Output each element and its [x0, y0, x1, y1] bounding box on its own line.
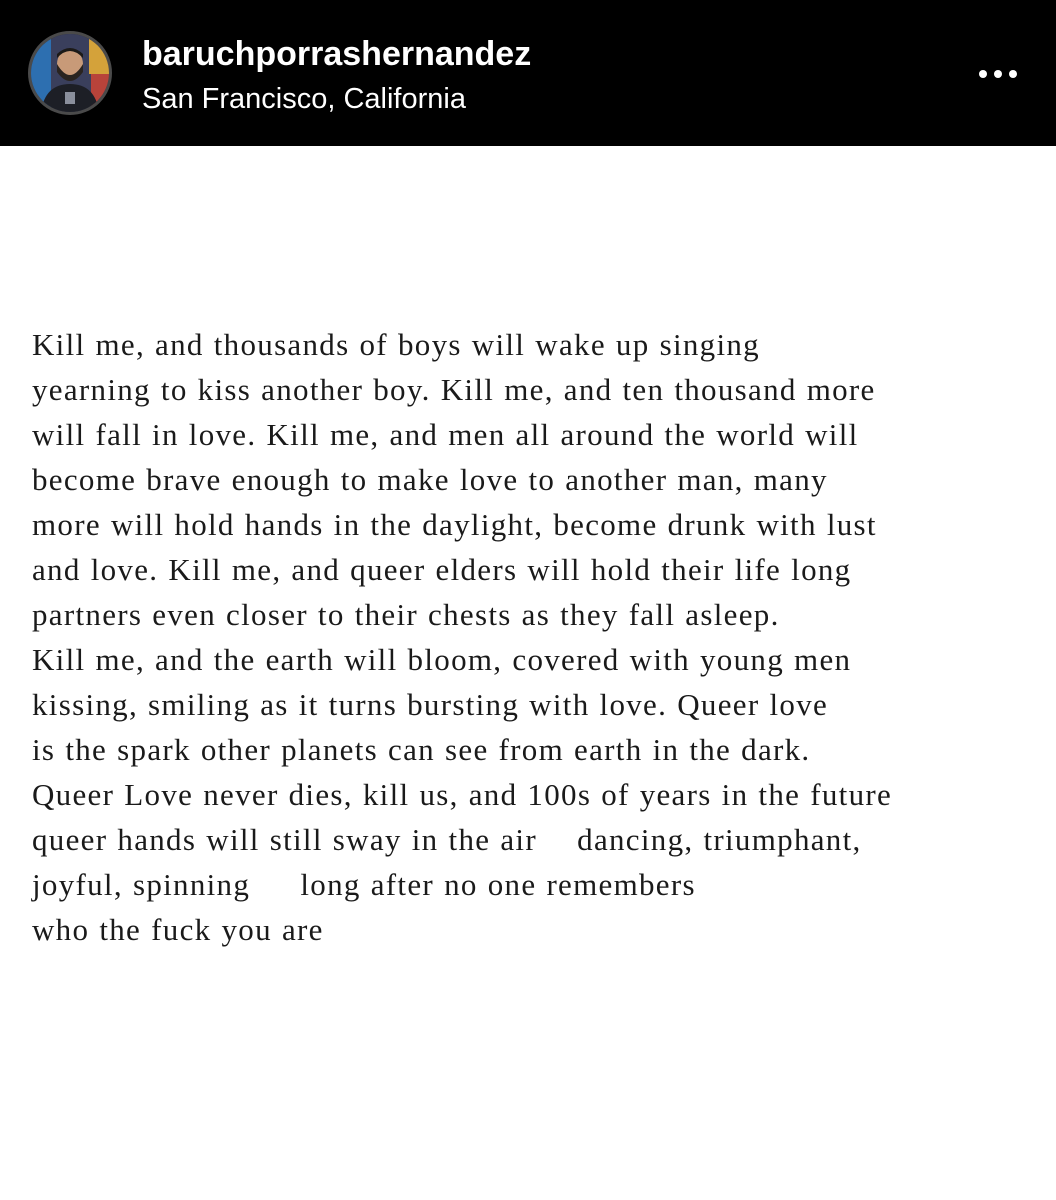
poem-line: become brave enough to make love to another man, many: [32, 462, 828, 497]
poem-line: and love. Kill me, and queer elders will hold their life long: [32, 552, 852, 587]
poem-line: joyful, spinning long after no one remembers: [32, 867, 696, 902]
profile-avatar-icon: [31, 34, 109, 112]
more-horizontal-icon: [1009, 70, 1017, 78]
poem-line: Queer Love never dies, kill us, and 100s of years in the future: [32, 777, 893, 812]
more-options-button[interactable]: [966, 54, 1030, 94]
poem-line: yearning to kiss another boy. Kill me, and ten thousand more: [32, 372, 876, 407]
poem-line: will fall in love. Kill me, and men all around the world will: [32, 417, 859, 452]
username[interactable]: baruchporrashernandez: [142, 35, 532, 73]
poem-line: kissing, smiling as it turns bursting with love. Queer love: [32, 687, 829, 722]
poem-line: more will hold hands in the daylight, become drunk with lust: [32, 507, 877, 542]
poem-line: is the spark other planets can see from earth in the dark.: [32, 732, 811, 767]
more-horizontal-icon: [979, 70, 987, 78]
more-horizontal-icon: [994, 70, 1002, 78]
poem-line: Kill me, and the earth will bloom, covered with young men: [32, 642, 852, 677]
poem-line: queer hands will still sway in the air dancing, triumphant,: [32, 822, 862, 857]
poem-line: who the fuck you are: [32, 912, 324, 947]
poem-text: [32, 322, 1042, 952]
location[interactable]: San Francisco, California: [142, 83, 466, 115]
poem-line: partners even closer to their chests as they fall asleep.: [32, 597, 780, 632]
avatar[interactable]: [28, 31, 112, 115]
post-header: [0, 0, 1056, 146]
poem-line: Kill me, and thousands of boys will wake up singing: [32, 327, 760, 362]
